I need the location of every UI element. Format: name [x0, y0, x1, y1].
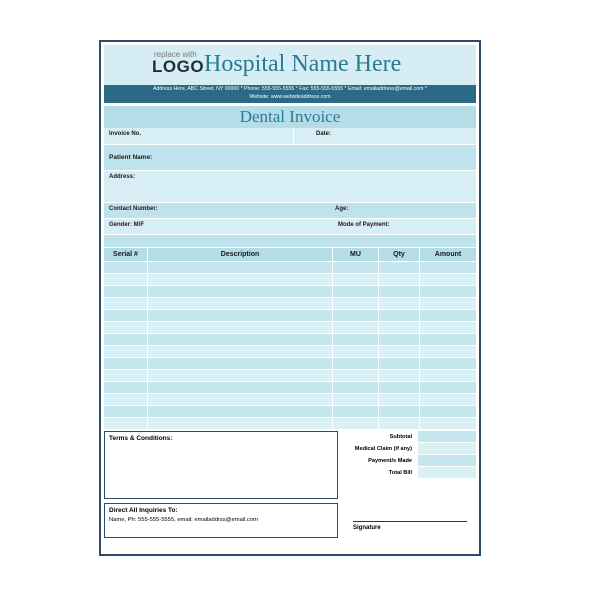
table-cell [148, 358, 333, 369]
table-cell [420, 274, 476, 285]
table-cell [333, 406, 379, 417]
address-line: Address Here, ABC Street, NY 00000 * Phone: 555-555-5555 * Fax: 555-555-5555 * Email: emailaddress@email.com * [153, 86, 427, 92]
table-cell [104, 418, 148, 429]
table-cell [379, 310, 420, 321]
divider [293, 128, 294, 144]
medical-claim-value [418, 443, 476, 454]
table-cell [379, 322, 420, 333]
table-cell [333, 298, 379, 309]
table-cell [379, 418, 420, 429]
table-cell [104, 298, 148, 309]
table-cell [333, 262, 379, 273]
table-body [104, 262, 476, 430]
payments-made-row [338, 455, 476, 467]
table-row [104, 334, 476, 346]
invoice-no-label: Invoice No. [109, 131, 142, 137]
table-cell [420, 394, 476, 405]
table-cell [333, 274, 379, 285]
table-row [104, 382, 476, 394]
invoice-title: Dental Invoice [104, 106, 476, 128]
inquiries-title: Direct All Inquiries To: [109, 507, 178, 514]
address-row [104, 171, 476, 203]
subtotal-row [338, 431, 476, 443]
table-cell [420, 370, 476, 381]
medical-claim-row [338, 443, 476, 455]
logo: LOGO [152, 57, 205, 76]
table-cell [333, 382, 379, 393]
terms-label: Terms & Conditions: [109, 435, 173, 442]
table-cell [104, 286, 148, 297]
table-cell [104, 262, 148, 273]
table-cell [104, 334, 148, 345]
col-qty: Qty [379, 248, 420, 261]
table-row [104, 286, 476, 298]
col-description: Description [148, 248, 333, 261]
invoice-sheet [99, 40, 481, 556]
payments-made-value [418, 455, 476, 466]
table-cell [379, 406, 420, 417]
table-cell [148, 298, 333, 309]
address-label: Address: [109, 174, 136, 180]
table-cell [379, 370, 420, 381]
subtotal-label: Subtotal [389, 434, 412, 440]
address-band [104, 85, 476, 103]
table-cell [148, 370, 333, 381]
signature-label: Signature [353, 525, 381, 531]
terms-box [104, 431, 338, 499]
table-cell [104, 274, 148, 285]
table-cell [379, 298, 420, 309]
table-cell [148, 286, 333, 297]
gender-row [104, 219, 476, 235]
table-cell [420, 310, 476, 321]
table-header [104, 248, 476, 262]
table-cell [420, 418, 476, 429]
patient-name-label: Patient Name: [109, 154, 153, 161]
table-cell [333, 286, 379, 297]
table-row [104, 370, 476, 382]
table-cell [148, 274, 333, 285]
table-row [104, 394, 476, 406]
table-cell [420, 286, 476, 297]
total-bill-label: Total Bill [388, 470, 412, 476]
logo-caption: replace with [154, 50, 197, 59]
table-cell [104, 358, 148, 369]
table-cell [420, 298, 476, 309]
table-cell [420, 406, 476, 417]
total-bill-value [418, 467, 476, 478]
header [104, 45, 476, 85]
table-cell [104, 322, 148, 333]
table-cell [333, 418, 379, 429]
table-cell [148, 382, 333, 393]
items-table [104, 248, 476, 430]
table-cell [148, 322, 333, 333]
table-cell [104, 406, 148, 417]
table-cell [379, 274, 420, 285]
table-cell [148, 310, 333, 321]
contact-row [104, 203, 476, 219]
table-cell [333, 310, 379, 321]
table-cell [420, 334, 476, 345]
signature-line [353, 521, 467, 522]
table-row [104, 262, 476, 274]
table-cell [148, 394, 333, 405]
table-row [104, 358, 476, 370]
table-cell [379, 334, 420, 345]
table-cell [379, 346, 420, 357]
table-row [104, 310, 476, 322]
inquiries-details: Name, Ph: 555-555-5555, email: emailaddrss@email.com [109, 517, 258, 523]
spacer-row [104, 235, 476, 248]
payments-made-label: Payment/s Made [368, 458, 412, 464]
table-cell [420, 262, 476, 273]
table-cell [104, 382, 148, 393]
table-cell [379, 286, 420, 297]
table-cell [379, 382, 420, 393]
medical-claim-label: Medical Claim (if any) [354, 446, 412, 452]
col-mu: MU [333, 248, 379, 261]
table-cell [420, 382, 476, 393]
table-cell [148, 418, 333, 429]
contact-number-label: Contact Number: [109, 206, 158, 212]
table-row [104, 406, 476, 418]
table-cell [379, 394, 420, 405]
gender-label: Gender: M/F [109, 222, 145, 228]
table-cell [148, 334, 333, 345]
mode-of-payment-label: Mode of Payment: [338, 222, 390, 228]
table-cell [379, 262, 420, 273]
table-cell [420, 322, 476, 333]
col-amount: Amount [434, 251, 462, 258]
col-serial: Serial # [104, 248, 148, 261]
table-cell [333, 322, 379, 333]
table-row [104, 346, 476, 358]
table-cell [333, 394, 379, 405]
table-cell [333, 334, 379, 345]
hospital-name: Hospital Name Here [204, 51, 402, 77]
table-cell [379, 358, 420, 369]
inquiries-box [104, 503, 338, 538]
table-cell [420, 358, 476, 369]
patient-name-row [104, 145, 476, 171]
date-label: Date: [316, 131, 332, 137]
table-row [104, 274, 476, 286]
table-cell [148, 346, 333, 357]
table-cell [104, 370, 148, 381]
table-cell [333, 346, 379, 357]
table-cell [148, 262, 333, 273]
table-cell [104, 310, 148, 321]
table-cell [333, 370, 379, 381]
table-cell [104, 394, 148, 405]
website-line: Website: www.websiteaddress.com [249, 94, 331, 100]
age-label: Age: [335, 206, 349, 212]
table-cell [420, 346, 476, 357]
total-bill-row [338, 467, 476, 479]
subtotal-value [418, 431, 476, 442]
table-cell [333, 358, 379, 369]
invoice-no-row [104, 128, 476, 145]
table-cell [148, 406, 333, 417]
table-row [104, 418, 476, 430]
table-cell [104, 346, 148, 357]
table-row [104, 322, 476, 334]
table-row [104, 298, 476, 310]
